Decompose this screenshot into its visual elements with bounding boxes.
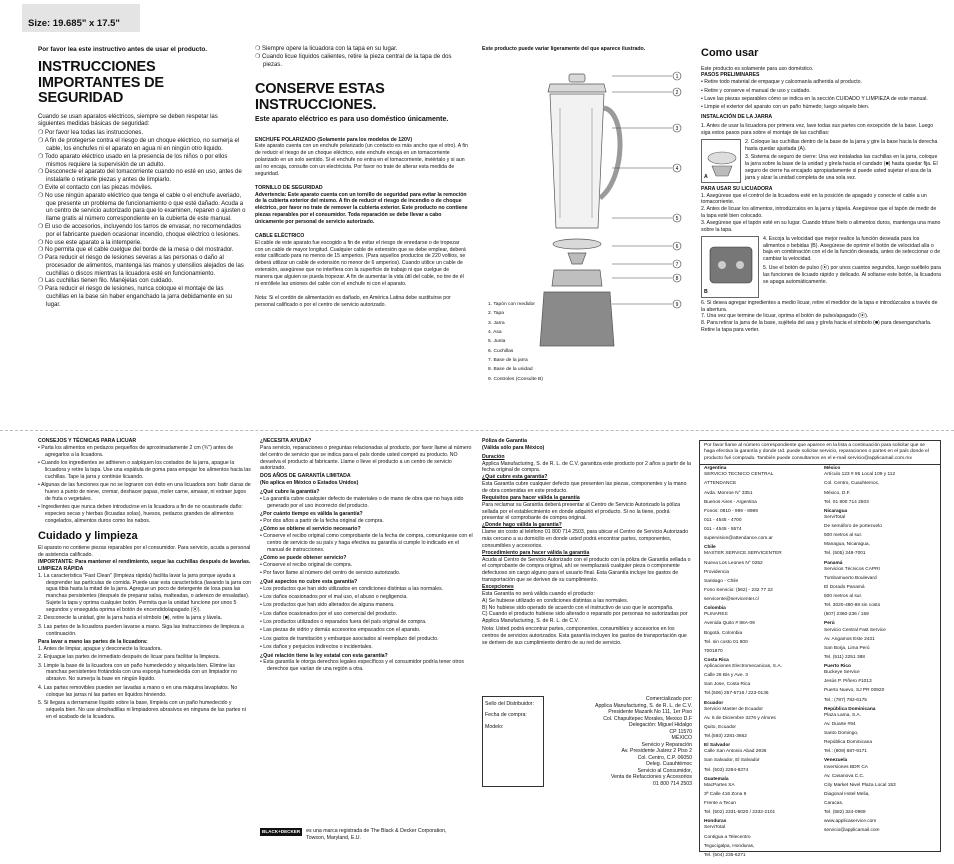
- service-center: [824, 758, 936, 816]
- service-line: Puerto Nuevo, SJ PR 00920: [824, 688, 885, 694]
- install-step-1: 1. Antes de usar la licuadora por primera vez, lave todas sus partes con excepción de la base. Luego siga estos pasos para sobre el montaje de las cuchillas:: [701, 123, 934, 136]
- service-line: 011 - 4545 - 5574: [704, 527, 742, 532]
- service-country: Chile: [704, 545, 716, 551]
- service-center: [704, 701, 816, 741]
- service-line: Nueva Los Leones N° 0252: [704, 560, 763, 566]
- policy-heading: Póliza de Garantía: [482, 438, 527, 444]
- callout-number: 6: [675, 243, 679, 250]
- use-step-8: 8. Para retirar la jarra de la base, sujétela del asa y gírela hacia el símbolo (■) para desengancharla. Retire la tapa para verter.: [701, 320, 932, 334]
- service-country: México: [824, 466, 841, 472]
- service-center: [824, 664, 936, 704]
- service-line: (507) 2360-236 / 159: [824, 612, 869, 618]
- service-center-list: [700, 465, 940, 860]
- company-line: Av. Presidente Juárez 2 Piso 2: [621, 748, 692, 754]
- household-only: Este producto es solamente para uso doméstico.: [701, 65, 814, 72]
- exception-item: A) Se hubiese utilizado en condiciones distintas a las normales.: [482, 597, 629, 604]
- service-line: Diagonal Hotel Melia,: [824, 791, 870, 797]
- exceptions-intro: Esta Garantía no será válida cuando el producto:: [482, 590, 595, 597]
- service-center: [704, 777, 816, 817]
- service-country: República Dominicana: [824, 706, 876, 712]
- parts-column: [482, 46, 694, 382]
- operation-list: [255, 46, 468, 69]
- prelim-item: • Retire todo material de empaque y calcomanía adherida al producto.: [701, 79, 941, 86]
- service-line: Av. Angamos Este 2431: [824, 636, 875, 642]
- warranty-question: ¿Por cuánto tiempo es válida la garantía?: [260, 511, 363, 518]
- tips-heading: CONSEJOS Y TÉCNICAS PARA LICUAR: [38, 438, 137, 444]
- service-line: MacPartes SA: [704, 782, 735, 788]
- cord-note: Nota: Si el cordón de alimentación es dañado, en América Latina debe sustituirse por personal calificado o por el centro de servicio autorizado.: [255, 294, 451, 308]
- warranty-answer: • Las piezas de vidrio y demás accesorios empacados con el aparato.: [260, 627, 473, 634]
- warranty-answer: • Los productos que han sido alterados de alguna manera.: [260, 602, 473, 609]
- hand-wash-step: 2. Enjuague las partes de inmediato después de licuar para facilitar la limpieza.: [38, 654, 220, 661]
- procedure-text: Acuda al Centro de Servicio Autorizado con el producto con la póliza de Garantía sellada o el comprobante de compra original, ahí se reemplazará cualquier pieza o componente defectuoso sin cargo alguno para el usuario final. Esta Garantía incluye los gastos de transportación que se deriven de su cumplimiento.: [482, 556, 691, 584]
- part-label: 8. Base de la unidad: [488, 367, 533, 373]
- service-centers-box: [699, 440, 941, 858]
- how-to-use-title: Como usar: [701, 47, 759, 59]
- conserve-column: [255, 46, 468, 376]
- service-line: República Dominicana: [824, 740, 872, 746]
- service-country: Perú: [824, 621, 835, 627]
- service-line: Santo Domingo,: [824, 731, 859, 736]
- brand-logo: BLACK+DECKER: [260, 828, 302, 836]
- service-country: Guatemala: [704, 776, 729, 782]
- requirements-heading: Requisitos para hacer válida la garantía: [482, 494, 580, 501]
- duration-text: Applica Manufacturing, S. de R. L. de C.V. garantiza este producto por 2 años a partir de la fecha original de compra.: [482, 460, 691, 474]
- where-text: Llame sin costo al teléfono 01 800 714 2503, para ubicar el Centro de Servicio Autorizado más cercano a su domicilio en donde usted podrá encontrar partes, componentes, consumibles y accesorios.: [482, 529, 689, 549]
- stamp-field: Fecha de compra:: [485, 712, 527, 719]
- service-line: ServiTotal: [824, 514, 846, 520]
- warranty-answer: • Esta garantía le otorga derechos legales específicos y el consumidor podría tener otros derechos que varían de una región a otra.: [260, 659, 473, 673]
- safety-item: ❍ Las cuchillas tienen filo. Manéjelas con cuidado.: [38, 278, 246, 286]
- service-line: Aplicaciones Electromecanicas, S.A.: [704, 664, 782, 669]
- mexico-warranty-column: [482, 438, 692, 856]
- use-step-5: 5. Use el botón de pulso (⦿) por unos cuantos segundos, luego suéltelo para las funciones de licuado rápido y delicado. Al soltarse este botón, la licuadora se apaga automáticamente.: [763, 265, 941, 285]
- figure-b-label: B: [704, 288, 708, 295]
- plug-heading: ENCHUFE POLARIZADO (Solamente para los modelos de 120V): [255, 136, 413, 143]
- care-important: IMPORTANTE: Para mantener el rendimiento, seque las cuchillas después de lavarlas.: [38, 559, 251, 566]
- operation-item: ❍ Cuando licue líquidos calientes, retire la pieza central de la tapa de dos piezas.: [255, 54, 468, 70]
- service-center: [704, 466, 816, 542]
- parts-list: [488, 300, 543, 384]
- service-line: 500 metros al sur.: [824, 533, 863, 539]
- service-line: Servicios Técnicos CAPRI: [824, 566, 880, 572]
- fast-clean-step: 3. Las partes de la licuadora pueden lavarse a mano. Siga las instrucciones de limpieza a continuación.: [38, 623, 244, 637]
- service-center: [824, 621, 936, 661]
- safety-item: ❍ A fin de protegerse contra el riesgo de un choque eléctrico, no sumerja el cable, los enchufes ni el aparato en agua ni en ningún otro líquido.: [38, 138, 246, 154]
- fold-line: [0, 430, 954, 431]
- service-country: Venezuela: [824, 758, 848, 764]
- service-line: San Jose, Costa Rica: [704, 682, 751, 688]
- service-line: servicio@applicamail.com: [824, 828, 880, 834]
- callout-number: 7: [675, 261, 679, 268]
- operation-item: ❍ Siempre opere la licuadora con la tapa en su lugar.: [255, 46, 468, 54]
- figure-a: [701, 139, 741, 183]
- hand-wash-step: 3. Limpie la base de la licuadora con un paño humedecido y séquela bien. Elimine las manchas persistentes frotándola con una esponja humedecida con un limpiador no abrasivo. No sumerja la base en ningún líquido.: [38, 662, 237, 683]
- part-label: 3. Jarra: [488, 320, 505, 326]
- service-line: City Market Nivel Plaza Local 153: [824, 782, 896, 788]
- service-line: 011 - 4545 - 4700: [704, 517, 742, 523]
- use-step-7: 7. Una vez que termine de licuar, oprima el botón de pulso/apagado (⦿).: [701, 313, 869, 320]
- hand-wash-step: 1. Antes de limpiar, apague y desconecte la licuadora.: [38, 645, 163, 652]
- safety-list: [38, 130, 246, 309]
- service-line: Tel. (505) 248-7001: [824, 551, 866, 557]
- install-heading: INSTALACIÓN DE LA JARRA: [701, 114, 773, 121]
- service-line: servicente@servicenter.cl: [704, 597, 759, 602]
- callout-number: 9: [675, 301, 679, 308]
- service-line: Tel.: (787) 782-6175: [824, 697, 867, 703]
- service-line: Av. 6 de Diciembre 3276 y Almres: [704, 715, 776, 721]
- service-line: Santiago - Chile: [704, 578, 739, 584]
- part-label: 5. Junta: [488, 339, 506, 345]
- service-line: Contigua a Telecentro: [704, 834, 751, 840]
- service-country: El Salvador: [704, 743, 731, 749]
- service-line: Av. Duarte #94: [824, 721, 856, 727]
- safety-item: ❍ Desconecte el aparato del tomacorriente cuando no esté en uso, antes de instalarle o retirarle piezas y antes de limpiarlo.: [38, 169, 246, 185]
- safety-item: ❍ Para reducir el riesgo de lesiones, nunca coloque el montaje de las cuchillas en la base sin haber enganchado la jarra debidamente en su lugar.: [38, 286, 246, 309]
- callout-number: 2: [675, 89, 679, 96]
- service-line: MASTER SERVICE SERVICENTER: [704, 551, 782, 557]
- warranty-answer: • Por dos años a partir de la fecha original de compra.: [260, 518, 473, 525]
- service-center: [704, 606, 816, 655]
- company-line: Venta de Refacciones y Accesorios: [610, 774, 692, 780]
- part-label: 6. Cuchillas: [488, 348, 514, 354]
- service-center: [824, 561, 936, 619]
- service-line: Avda. Monroe N° 3351: [704, 490, 753, 496]
- service-line: 3ª Calle 416 Zona 9: [704, 791, 747, 797]
- warranty-question: ¿Cómo se obtiene el servicio necesario?: [260, 526, 361, 533]
- safety-item: ❍ Por favor lea todas las instrucciones.: [38, 130, 246, 138]
- coverage-text: Esta Garantía cubre cualquier defecto que presenten las piezas, componentes y la mano de obra contenidas en este producto.: [482, 481, 687, 495]
- prelim-item: • Retire y conserve el manual de uso y cuidado.: [701, 88, 941, 95]
- service-line: Jesús P. Piñero #1013: [824, 679, 872, 685]
- callout-number: 4: [675, 165, 679, 172]
- service-line: Artículo 123 # 95 Local 109 y 112: [824, 472, 896, 478]
- service-center: [824, 707, 936, 756]
- service-line: Managua, Nicaragua,: [824, 542, 870, 548]
- service-line: San Borja, Lima Perú: [824, 645, 870, 651]
- part-label: 2. Tapa: [488, 311, 504, 317]
- service-center: [824, 509, 936, 558]
- use-heading: PARA USAR SU LICUADORA: [701, 185, 773, 192]
- install-step-3: 3. Sistema de seguro de cierre: Una vez instaladas las cuchillas en la jarra, coloque la jarra sobre la base de la unidad y gírela hacia el candado (■) hasta quedar fija. El seguro de cierre ha encajado apropiadamente si puede usted sujetar el asa de la jarra y alzar la unidad completa de una sola vez.: [745, 154, 938, 182]
- service-line: Tel.(506) 257-5716 / 223-0136: [704, 691, 769, 697]
- service-center: [824, 819, 936, 834]
- callout-number: 3: [675, 125, 679, 132]
- service-country: Panamá: [824, 560, 843, 566]
- warranty-answer-list: [260, 518, 473, 525]
- company-line: CP 11570: [669, 728, 692, 735]
- policy-scope: (Válida sólo para México): [482, 444, 545, 451]
- hand-wash-step: 4. Las partes removibles pueden ser lavadas a mano o en una máquina lavaplatos. No coloque las jarras ni las partes en líquidos hirviendo.: [38, 684, 238, 698]
- warranty-question: ¿Qué aspectos no cubre esta garantía?: [260, 578, 358, 585]
- install-step-2: 2. Coloque las cuchillas dentro de la base de la jarra y gire la base hacia la derecha hasta quedar ajustada (A).: [745, 138, 938, 152]
- part-label: 7. Base de la jarra: [488, 357, 528, 363]
- fast-clean-list: [38, 573, 251, 638]
- care-title: Cuidado y limpieza: [38, 529, 138, 542]
- company-line: Servicio al Consumidor,: [637, 767, 692, 774]
- service-line: www.applicaservice.com: [824, 819, 877, 825]
- company-line: Delegación: Miguel Hidalgo: [628, 722, 692, 728]
- company-line: Col. Chapultepec Morales, Mexico D.F: [603, 715, 692, 722]
- help-text: Para servicio, reparaciones o preguntas relacionadas al producto, por favor llame al número del centro de servicio que se indica para el país donde usted compró su producto. NO devuelva el producto al fabricante. Llame o lleve el producto a un centro de servicio autorizado.: [260, 444, 472, 472]
- safety-item: ❍ Evite el contacto con las piezas móviles.: [38, 185, 246, 193]
- warranty-answer: • La garantía cubre cualquier defecto de materiales o de mano de obra que no haya sido generado por el uso incorrecto del producto.: [260, 496, 473, 510]
- warranty-answer: • Los productos que han sido utilizados en condiciones distintas a las normales.: [260, 586, 473, 593]
- how-to-use-column: [701, 46, 941, 426]
- warranty-scope: (No aplica en México o Estados Unidos): [260, 480, 359, 487]
- trademark-note: es una marca registrada de The Black & Decker Corporation, Towson, Maryland, E.U.: [306, 828, 447, 841]
- procedure-heading: Procedimiento para hacer válida la garantía: [482, 549, 590, 556]
- safety-item: ❍ No permita que el cable cuelgue del borde de la mesa o del mostrador.: [38, 247, 246, 255]
- figure-a-label: A: [704, 173, 708, 180]
- safety-item: ❍ No use ningún aparato eléctrico que tenga el cable o el enchufe averiado, que presente un problema de funcionamiento o que esté dañado. Acuda a un centro de servicio autorizado para que lo examinen, reparen o ajusten o llame gratis al número correspondiente en la cubierta de este manual.: [38, 193, 246, 224]
- hand-wash-heading: Para lavar a mano las partes de la licuadora:: [38, 639, 148, 645]
- company-line: Col. Centro, C.P. 06050: [637, 754, 692, 761]
- safety-item: ❍ No use este aparato a la intemperie.: [38, 240, 246, 248]
- service-line: supervision@attendance.com.ar: [704, 536, 773, 542]
- use-step-1: 1. Asegúrese que el control de la licuadora esté en la posición de apagado y conecte el cable a un tomacorriente.: [701, 192, 927, 206]
- service-line: Plaza Lama, S.A.: [824, 712, 862, 718]
- service-line: Tel. 3020-480-88 sin costo: [824, 603, 881, 609]
- hand-wash-list: [38, 646, 251, 721]
- prelim-heading: PASOS PRELIMINARES: [701, 72, 760, 79]
- service-line: Buckeye Service: [824, 670, 860, 676]
- service-line: Servicio Master de Ecuador: [704, 706, 763, 712]
- warranty-answer-list: [260, 562, 473, 577]
- stamp-box: [482, 696, 544, 787]
- service-country: Nicaragua: [824, 508, 848, 514]
- use-step-6: 6. Si desea agregar ingredientes a medio licuar, retire el medidor de la tapa e introdúzcalos a través de la abertura.: [701, 299, 938, 313]
- service-line: Fonos: 0810 - 999 - 8989: [704, 508, 758, 514]
- callout-layer: [612, 72, 681, 308]
- warranty-answer: • Los daños y perjuicios indirectos o incidentales.: [260, 644, 473, 651]
- service-line: De semáforo de portezuelo: [824, 524, 882, 529]
- callout-number: 1: [675, 73, 679, 80]
- service-country: Colombia: [704, 606, 726, 612]
- service-line: 7001870: [704, 648, 723, 654]
- warranty-answer-list: [260, 533, 473, 554]
- service-center: [704, 819, 816, 859]
- service-line: PLINARES: [704, 612, 728, 618]
- read-first-note: Por favor lea este instructivo antes de usar el producto.: [38, 46, 208, 53]
- part-label: 9. Controles (Consulte B): [488, 376, 543, 382]
- duration-heading: Duración: [482, 453, 505, 460]
- safety-item: ❍ Para reducir el riesgo de lesiones severas a las personas o daño al procesador de alimentos, mantenga las manos y utensilios alejados de las cuchillas o discos mientras la licuadora esté en funcionamiento.: [38, 255, 246, 278]
- hand-wash-step: 5. Si llegara a derramarse líquido sobre la base, límpiela con un paño humedecido y séquela bien. No use almohadillas ni limpiadores abrasivos en ninguna de las partes ni en el acabado de la licuadora.: [38, 699, 246, 720]
- service-line: Tegucigalpa, Honduras,: [704, 843, 755, 849]
- use-step-4: 4. Escoja la velocidad que mejor realice la función deseada para los alimentos o bebidas (B). Asegúrese de oprimir el botón de velocidad alla o baja en combinación con el de la función deseada, antes de seleccionar o de cambiar la velocidad.: [763, 235, 941, 263]
- warranty-heading: DOS AÑOS DE GARANTÍA LIMITADA: [260, 473, 351, 480]
- service-line: Tel.(593) 2281-3662: [704, 734, 747, 739]
- service-line: Tel. (502) 2331-5020 / 2332-2101: [704, 810, 776, 816]
- service-line: Fono Servicio: (562) - 232 77 22: [704, 587, 773, 593]
- exceptions-heading: Excepciones: [482, 584, 514, 591]
- service-line: Servicio Central Fast Service: [824, 627, 886, 633]
- safety-column: [38, 46, 246, 376]
- where-heading: ¿Donde hago válida la garantía?: [482, 522, 562, 529]
- service-line: Tel. (503) 2284-8374: [704, 767, 749, 773]
- service-line: Caracas.: [824, 801, 844, 806]
- conserve-title: CONSERVE ESTAS INSTRUCCIONES.: [255, 81, 385, 113]
- service-line: Calle San Antonio Abad 2936: [704, 749, 767, 755]
- service-line: Tumbamuerto Boulevard: [824, 575, 877, 581]
- size-label: Size: 19.685" x 17.5": [22, 4, 140, 32]
- company-line: MÉXICO: [671, 735, 692, 741]
- service-country: Honduras: [704, 819, 727, 825]
- part-label: 1. Tapón con medidor: [488, 302, 535, 307]
- service-line: Avenida Quito # 88A-09: [704, 621, 755, 627]
- service-line: Buenos Aires - Argentina: [704, 499, 757, 505]
- plug-text: Este aparato cuenta con un enchufe polarizado (un contacto es más ancho que el otro). A fin de reducir el riesgo de un choque eléctrico, este enchufe encaja en un tomacorriente polarizado en un solo sentido. Si el enchufe no entra en el tomacorriente, inviértalo y si aun así no encaja, consulte con un electricista. Por favor no trate de alterar esta medida de seguridad.: [255, 143, 468, 177]
- service-intro: Por favor llame al número correspondiente que aparece en la lista a continuación para solicitar que se haga efectiva la garantía y donde Ud. puede solicitar servicio, reparaciones o partes en el país donde el producto fué comprado. También puede consultarnos en el e-mail servicio@applicamail.com.mx: [700, 441, 940, 465]
- safety-intro: Cuando se usan aparatos eléctricos, siempre se deben respetar las siguientes medidas básicas de seguridad:: [38, 113, 218, 128]
- warranty-answer: • Los productos utilizados o reparados fuera del país original de compra.: [260, 619, 473, 626]
- exception-item: C) Cuando el producto hubiese sido alterado o reparado por personas no autorizadas por Applica Manufacturing, S. de R. L. de C.V.: [482, 611, 688, 625]
- warranty-answer-list: [260, 659, 473, 673]
- illustration-caption: Este producto puede variar ligeramente del que aparece ilustrado.: [482, 46, 646, 52]
- coverage-heading: ¿Qué cubre esta garantía?: [482, 474, 548, 481]
- service-line: Providencia: [704, 569, 730, 575]
- tip-item: • Parta los alimentos en pedazos pequeños de aproximadamente 2 cm (¾") antes de agregarlos a la licuadora.: [38, 445, 251, 459]
- figure-b: [701, 236, 759, 298]
- safety-item: ❍ El uso de accesorios, incluyendo los tarros de envasar, no recomendados por el fabricante pueden ocasionar incendio, choque eléctrico o lesiones.: [38, 224, 246, 240]
- service-country: Ecuador: [704, 700, 724, 706]
- fast-clean-heading: LIMPIEZA RÁPIDA: [38, 565, 84, 572]
- exceptions-list: [482, 598, 692, 625]
- warranty-answer: • Los daños ocasionados por el mal uso, el abuso o negligencia.: [260, 594, 473, 601]
- care-column: [38, 438, 251, 856]
- service-center: [824, 466, 936, 506]
- service-line: México, D.F.: [824, 490, 851, 496]
- company-line: 01 800 714 2503: [653, 780, 692, 787]
- fast-clean-step: 2. Desconecte la unidad, gire la jarra hacia el símbolo (■), retire la jarra y lávela.: [38, 615, 222, 622]
- service-line: 500 metros al sur.: [824, 594, 863, 599]
- service-line: Quito, Ecuador: [704, 724, 736, 730]
- service-line: Tel. (582) 324-0969: [824, 810, 866, 816]
- service-line: ServiTotal: [704, 825, 726, 831]
- prelim-list: [701, 79, 941, 111]
- service-line: Col. Centro, Cuauhtemoc,: [824, 481, 880, 487]
- service-country: Costa Rica: [704, 657, 729, 663]
- callout-number: 8: [675, 275, 679, 282]
- warranty-answer-list: [260, 496, 473, 510]
- company-line: Presidente Mazarik No 111, 1er Piso: [608, 709, 692, 715]
- part-label: 4. Asa: [488, 329, 502, 335]
- tip-item: • Cuando los ingredientes se adhieren o salpiquen los costados de la jarra, apague la licuadora y retire la tapa. Use una espátula de goma para empujar los alimentos hacia las cuchillas. Tape la jarra y continúe licuando.: [38, 460, 251, 481]
- use-step-3: 3. Asegúrese que el tapón esté en su lugar. Cuando triture hielo o alimentos duros, mantenga una mano sobre la tapa.: [701, 220, 941, 233]
- warranty-question: ¿Qué cubre la garantía?: [260, 489, 320, 496]
- service-line: Frente a Tecun: [704, 801, 736, 806]
- warranty-answer-list: [260, 586, 473, 651]
- service-line: Av. Casanova C.C.: [824, 773, 865, 779]
- service-line: Tel. sin costo 01 800: [704, 639, 748, 645]
- tip-item: • Algunas de las funciones que no se lograron con éxito en una licuadora son: batir claras de huevo a punto de nieve, cremar, deshacer papas, moler carne, amasar, ni extraer jugos de fruta o vegetales.: [38, 482, 251, 503]
- service-line: Inversiones BDR CA: [824, 764, 868, 770]
- exception-item: B) No hubiese sido operado de acuerdo con el instructivo de uso que le acompaña.: [482, 604, 674, 611]
- help-heading: ¿NECESITA AYUDA?: [260, 438, 312, 444]
- company-line: Deleg. Cuauhtémoc: [646, 761, 692, 767]
- requirements-text: Para reclamar su Garantía deberá presentar al Centro de Servicio Autorizado la póliza sellada por el establecimiento en donde adquirió el producto. Si no la tiene, podrá presentar el comprobante de compra original.: [482, 501, 681, 522]
- blender-illustration: [522, 68, 692, 318]
- warranty-faq: [260, 489, 473, 673]
- safety-item: ❍ Todo aparato eléctrico usado en la presencia de los niños o por ellos mismos requiere la supervisión de un adulto.: [38, 154, 246, 170]
- help-column: [260, 438, 473, 856]
- callout-number: 5: [675, 215, 679, 222]
- tips-list: [38, 445, 251, 525]
- service-center: [704, 545, 816, 603]
- household-note: Este aparato eléctrico es para uso doméstico únicamente.: [255, 116, 449, 124]
- prelim-item: • Limpie el exterior del aparato con un paño húmedo; luego séquelo bien.: [701, 104, 941, 111]
- service-center: [704, 743, 816, 774]
- stamp-field: Modelo:: [485, 723, 504, 730]
- care-intro: El aparato no contiene piezas reparables por el consumidor. Para servicio, acuda a personal de asistencia calificado.: [38, 545, 251, 559]
- service-line: El Dorado Panamá: [824, 584, 865, 590]
- cord-heading: CABLE ELÉCTRICO: [255, 232, 305, 239]
- screw-heading: TORNILLO DE SEGURIDAD: [255, 184, 323, 191]
- service-line: Calle 26 Bis y Ave. 3: [704, 673, 748, 679]
- warranty-answer: • Conserve el recibo original de compra.: [260, 562, 473, 569]
- warranty-answer: • Por favor llame al número del centro de servicio autorizado.: [260, 570, 473, 577]
- cord-text: El cable de este aparato fue escogido a fin de evitar el riesgo de enredarse o de tropezar con un cable de mayor longitud. Cualquier cable de extensión que se debe emplear, deberá estar calificado para no menos de 15 amperios. (Para aquellos productos de 220 voltios, se deberá utilizar un cable de extensión no menor de 6 amperios). Cuando utilice un cable de extensión, asegúrese que no interfiera con la superficie de trabajo ni que cuelgue de manera que alguien se pueda tropezar. A fin de aumentar la vida útil del cable, no tire de él ni enróllele las uniones del cable con el enchufe ni con el aparato.: [255, 239, 466, 287]
- service-line: Tel. (504) 235-6271: [704, 852, 746, 858]
- prelim-item: • Lave las piezas separables cómo se indica en la sección CUIDADO Y LIMPIEZA de este manual.: [701, 96, 941, 103]
- exceptions-note: Nota: Usted podrá encontrar partes, componentes, consumibles y accesorios en los centros de servicios autorizados. Esta garantía incluyen los gastos de transportación que se deriven de sus cumplimiento dentro de su red de servicio.: [482, 626, 687, 646]
- warranty-question: ¿Qué relación tiene la ley estatal con esta garantía?: [260, 652, 388, 659]
- tip-item: • Ingredientes que nunca deben introducirse en la licuadora a fin de no ocasionarle daño: especies secas y hierbas (licuadas solas), huesos, pedazos grandes de alimentos congelados, alimentos duros como los nabos.: [38, 504, 251, 525]
- service-line: Tel. (511) 2251 388: [824, 654, 865, 660]
- warranty-answer: • Los gastos de tramitación y embarque asociados al reemplazo del producto.: [260, 636, 473, 643]
- use-step-2: 2. Antes de licuar los alimentos, introdúzcalos en la jarra y tápela. Asegúrese que el tapón de medir de la tapa esté bien colocado.: [701, 206, 937, 220]
- screw-text: Advertencia: Este aparato cuenta con un tornillo de seguridad para evitar la remoción de la cubierta exterior del mismo. A fin de reducir el riesgo de incendio o de choque eléctrico, por favor no trate de remover la cubierta exterior. Este producto no contiene piezas reparables por el consumidor. Toda reparación se debe llevar a cabo únicamente por personal de servicio autorizado.: [255, 191, 468, 225]
- safety-title: INSTRUCCIONES IMPORTANTES DE SEGURIDAD: [38, 59, 164, 107]
- company-line: Servicio y Reparación: [641, 741, 692, 748]
- company-block: [548, 696, 692, 787]
- service-line: SERVICIO TECNICO CENTRAL: [704, 472, 774, 478]
- fast-clean-step: 1. La característica "Fast Clean" (limpieza rápida) facilita lavar la jarra porque ayuda a desprender las partículas de comida. Puede usar esta característica (lavando la jarra con agua tibia hasta la mitad de la jarra. Agregue un poco de detergente de losa para las manchas persistentes (después de preparar salsa, malteadas, o aderezo de ensaladas). Sujete la tapa y oprima cualquier botón. Permita que la unidad funcione por unos 5 segundos y enseguida oprima el botón de encendido/apagado (⦿).: [38, 572, 252, 614]
- service-country: Argentina: [704, 466, 727, 472]
- warranty-answer: • Los daños ocasionados por el uso comercial del producto.: [260, 611, 473, 618]
- service-line: Bogotá, Colombia: [704, 630, 743, 636]
- warranty-answer: • Conserve el recibo original como comprobante de la fecha de compra, comuníquese con el centro de servicio de su país y haga efectiva su garantía si cumple lo indicado en el manual de instrucciones.: [260, 533, 473, 554]
- stamp-field: Sello del Distribuidor:: [485, 701, 535, 707]
- company-line: Comercializado por:: [645, 696, 692, 702]
- service-line: Tel. 01 800 714 2503: [824, 499, 869, 505]
- service-center: [704, 658, 816, 698]
- service-line: San Salvador, El Salvador: [704, 758, 760, 764]
- company-line: Applica Manufacturing, S. de R. L. de C.V.: [595, 702, 692, 709]
- service-country: Puerto Rico: [824, 664, 851, 669]
- service-line: Tel.: (809) 687-9171: [824, 749, 867, 755]
- service-line: ATTENDANCE: [704, 481, 737, 487]
- warranty-question: ¿Cómo se puede obtener servicio?: [260, 555, 347, 562]
